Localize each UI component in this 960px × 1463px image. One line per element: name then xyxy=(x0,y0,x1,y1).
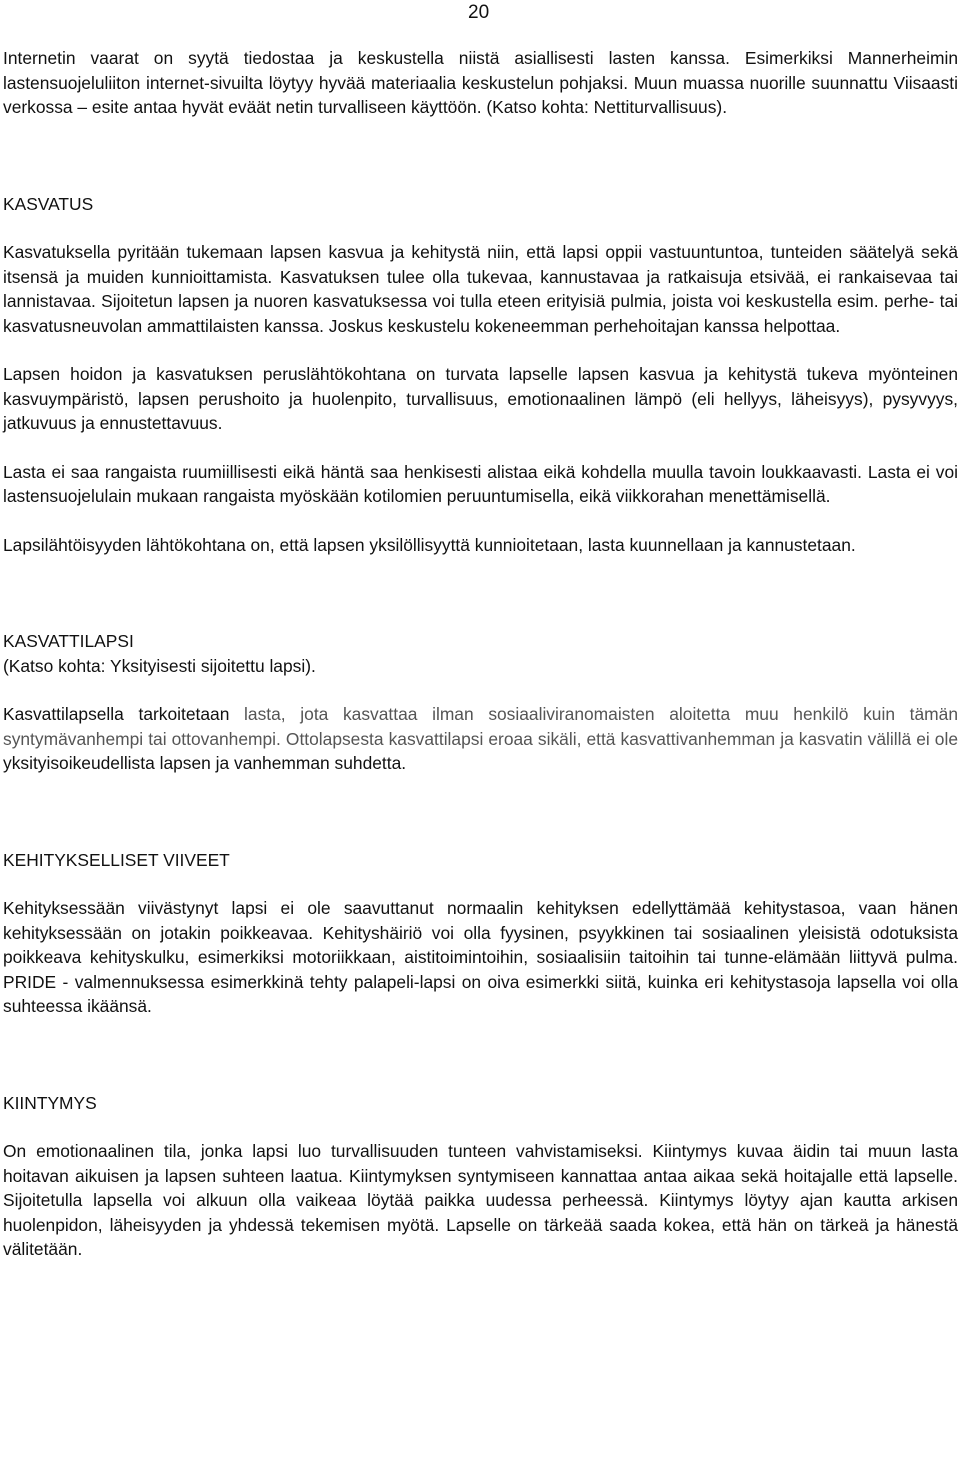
kasvatus-paragraph-2: Lapsen hoidon ja kasvatuksen peruslähtökohtana on turvata lapselle lapsen kasvua ja kehitystä tukeva myönteinen kasvuympäristö, lapsen perushoito ja huolenpito, turvallisuus, emotionaalinen lämpö (eli hellyys, läheisyys), pysyvyys, jatkuvuus ja ennustettavuus. xyxy=(3,364,958,433)
heading-kehitykselliset-viiveet: KEHITYKSELLISET VIIVEET xyxy=(3,849,230,870)
section-gap xyxy=(3,678,958,702)
kasvatus-paragraph-4: Lapsilähtöisyyden lähtökohtana on, että lapsen yksilöllisyyttä kunnioitetaan, lasta kuunnellaan ja kannustetaan. xyxy=(3,534,856,555)
kiintymys-paragraph: On emotionaalinen tila, jonka lapsi luo turvallisuuden tunteen vahvistamiseksi. Kiintymys kuvaa äidin tai muun lasta hoitavan aikuisen ja lapsen suhteen laatua. Kiintymyksen syntymiseen kannattaa antaa aikaa sekä hoitajalle että lapselle. Sijoitetulla lapsella voi alkuun olla vaikeaa löytää paikka uudessa perheessä. Kiintymys löytyy ajan kautta arkisen huolenpidon, läheisyyden ja yhdessä tekemisen myötä. Lapselle on tärkeää saada kokea, että hän on tärkeä ja hänestä välitetään. xyxy=(3,1141,958,1259)
section-gap xyxy=(3,338,958,362)
kasvatus-paragraph-3: Lasta ei saa rangaista ruumiillisesti eikä häntä saa henkisesti alistaa eikä kohdella muulla tavoin loukkaavasti. Lasta ei voi lastensuojelulain mukaan rangaista myöskään kotilomien peruuntumisella, eikä viikkorahan menettämisellä. xyxy=(3,461,958,506)
document-body xyxy=(3,46,958,1262)
kasvattilapsi-text-part-3: yksityisoikeudellista lapsen ja vanhemman suhdetta. xyxy=(3,753,407,773)
kasvatus-paragraph-1: Kasvatuksella pyritään tukemaan lapsen kasvua ja kehitystä niin, että lapsi oppii vastuuntuntoa, tunteiden säätelyä sekä itsensä ja muiden kunnioittamista. Kasvatuksen tulee olla tukevaa, kannustavaa ja ratkaisuja etsivää, ei rankaisevaa tai lannistavaa. Sijoitetun lapsen ja nuoren kasvatuksessa voi tulla eteen erityisiä pulmia, joista voi keskustella esim. perhe- tai kasvatusneuvolan ammattilaisten kanssa. Joskus keskustelu kokeneemman perhehoitajan kanssa helpottaa. xyxy=(3,242,958,336)
heading-kasvatus: KASVATUS xyxy=(3,193,94,214)
kasvattilapsi-reference: (Katso kohta: Yksityisesti sijoitettu lapsi). xyxy=(3,655,316,676)
heading-kasvattilapsi: KASVATTILAPSI xyxy=(3,631,134,651)
section-gap xyxy=(3,872,958,896)
section-gap xyxy=(3,557,958,629)
page-number: 20 xyxy=(468,2,490,23)
kasvattilapsi-paragraph xyxy=(3,702,958,776)
section-gap xyxy=(3,436,958,460)
section-gap xyxy=(3,1115,958,1139)
section-gap xyxy=(3,120,958,192)
heading-kiintymys: KIINTYMYS xyxy=(3,1092,97,1113)
section-gap xyxy=(3,776,958,848)
section-gap xyxy=(3,1019,958,1091)
kasvattilapsi-text-part-2: lasta, jota kasvattaa ilman sosiaaliviranomaisten aloitetta muu henkilö kuin tämän syntymävanhempi tai ottovanhempi. Ottolapsesta kasvattilapsi eroaa sikäli, että kasvattivanhemman ja kasvatin välillä ei ole xyxy=(3,704,958,749)
kasvattilapsi-text-part-1: Kasvattilapsella tarkoitetaan xyxy=(3,704,245,724)
kehitykselliset-viiveet-paragraph: Kehityksessään viivästynyt lapsi ei ole saavuttanut normaalin kehityksen edellyttämää kehitystasoa, vaan hänen kehityksessään on jotakin poikkeavaa. Kehityshäiriö voi olla fyysinen, psyykkinen tai sosiaalinen yleisistä odotuksista poikkeava kehityskulku, esimerkiksi motoriikkaan, aistitoimintoihin, sosiaalisiin taitoihin tai tunne-elämään liittyvä pulma. PRIDE - valmennuksessa esimerkkinä tehty palapeli-lapsi on oiva esimerkki siitä, kuinka eri kehitystasoja lapsella voi olla suhteessa ikäänsä. xyxy=(3,898,958,1016)
section-gap xyxy=(3,509,958,533)
intro-paragraph: Internetin vaarat on syytä tiedostaa ja keskustella niistä asiallisesti lasten kanssa. Esimerkiksi Mannerheimin lastensuojeluliiton internet-sivuilta löytyy hyvää materiaalia keskustelun pohjaksi. Muun muassa nuorille suunnattu Viisaasti verkossa – esite antaa hyvät eväät netin turvalliseen käyttöön. (Katso kohta: Nettiturvallisuus). xyxy=(3,48,958,117)
section-gap xyxy=(3,216,958,240)
